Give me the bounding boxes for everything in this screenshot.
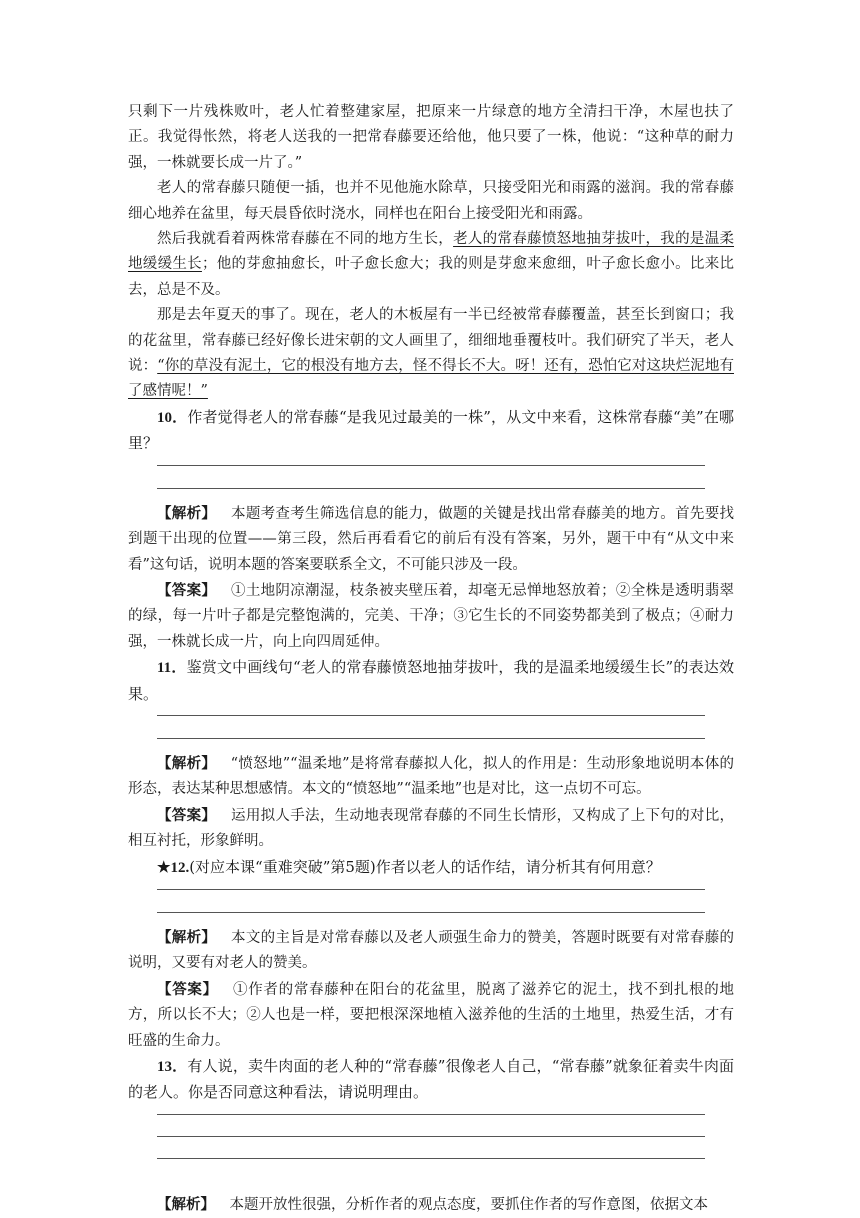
answer-lines: [128, 1106, 734, 1192]
underlined-sentence: 老人的常春藤愤怒地抽芽拔叶，我的是温柔地缓缓生长: [128, 231, 735, 273]
answer-line: [157, 912, 705, 913]
analysis: [128, 925, 734, 977]
underlined-sentence: “你的草没有泥土，它的根没有地方去，怪不得长不大。呀！还有，恐怕它对这块烂泥地有了感情呢！”: [128, 358, 734, 400]
analysis-label: 【解析】: [157, 754, 217, 772]
question-prompt: [128, 1054, 734, 1106]
document-page: [128, 100, 734, 1218]
answer-line: [157, 1136, 705, 1158]
question-text: 有人说，卖牛肉面的老人种的“常春藤”很像老人自己，“常春藤”就象征着卖牛肉面的老人。你是否同意这种看法，请说明理由。: [128, 1057, 734, 1102]
question-text: (对应本课“重难突破”第5题)作者以老人的话作结，请分析其有何用意？: [189, 857, 661, 876]
analysis-label: 【解析】: [157, 1195, 215, 1213]
passage-text: 那是去年夏天的事了。现在，老人的木板屋有一半已经被常春藤覆盖，甚至长到窗口；我的花盆里，常春藤已经好像长进宋朝的文人画里了，细细地垂覆枝叶。我们研究了半天，: [128, 307, 734, 349]
answer-label: 【答案】: [157, 806, 217, 824]
passage-paragraph: [128, 227, 734, 303]
question-number: 10．: [157, 409, 188, 426]
answer: [128, 803, 734, 855]
answer-line: [157, 715, 705, 738]
analysis-text: 本题开放性很强，分析作者的观点态度，要抓住作者的写作意图，依据文本: [229, 1196, 708, 1213]
question-text: 鉴赏文中画线句“老人的常春藤愤怒地抽芽拔叶，我的是温柔地缓缓生长”的表达效果。: [128, 658, 734, 703]
answer-line: [157, 488, 705, 489]
answer-line: [157, 465, 705, 488]
passage-text: 老人说：: [128, 332, 735, 375]
answer-line: [157, 1158, 705, 1180]
question-prompt: [128, 405, 734, 457]
answer-lines: [128, 707, 734, 751]
question-number: 12.: [170, 859, 190, 876]
answer-line: [157, 1114, 705, 1136]
answer-lines: [128, 457, 734, 501]
answer-label: 【答案】: [157, 581, 217, 599]
passage-paragraph: 只剩下一片残株败叶，老人忙着整建家屋，把原来一片绿意的地方全清扫干净，木屋也扶了正。我觉得怅然，将老人送我的一把常春藤要还给他，他只要了一株，他说：“这种草的耐力强，一株就要长成一片了。”: [128, 104, 734, 171]
answer-text: 运用拟人手法，生动地表现常春藤的不同生长情形，又构成了上下句的对比，相互衬托，形象鲜明。: [128, 807, 735, 850]
passage-paragraph: 老人的常春藤只随便一插，也并不见他施水除草，只接受阳光和雨露的滋润。我的常春藤细心地养在盆里，每天晨昏依时浇水，同样也在阳台上接受阳光和雨露。: [128, 180, 734, 222]
question-text: 作者觉得老人的常春藤“是我见过最美的一株”，从文中来看，这株常春藤“美”在哪里？: [128, 407, 734, 453]
answer-label: 【答案】: [157, 980, 218, 998]
answer: [128, 578, 734, 655]
analysis: [128, 751, 734, 803]
answer-line: [157, 738, 705, 739]
answer-line: [157, 889, 705, 912]
passage-paragraph: [128, 303, 734, 405]
analysis: [128, 501, 734, 578]
analysis-text: 本文的主旨是对常春藤以及老人顽强生命力的赞美，答题时既要有对常春藤的说明，又要有对老人的赞美。: [128, 929, 735, 972]
question-number: 11．: [157, 660, 187, 677]
passage: [128, 100, 734, 405]
answer-text: ①土地阴凉潮湿，枝条被夹壁压着，却毫无忌惮地怒放着；②全株是透明翡翠的绿，每一片叶子都是完整饱满的，完美、干净；③它生长的不同姿势都美到了极点；④耐力强，一株就长成一片，向上向四周延伸。: [128, 582, 735, 650]
passage-text: 然后我就看着两株常春藤在不同的地方生长，: [157, 231, 454, 248]
analysis: [128, 1192, 734, 1218]
analysis-text: “愤怒地”“温柔地”是将常春藤拟人化，拟人的作用是：生动形象地说明本体的形态，表达某种思想感情。本文的“愤怒地”“温柔地”也是对比，这一点切不可忘。: [128, 755, 735, 798]
analysis-text: 本题考查考生筛选信息的能力，做题的关键是找出常春藤美的地方。首先要找到题干出现的位置——第三段，然后再看看它的前后有没有答案，另外，题干中有“从文中来看”这句话，说明本题的答案要联系全文，不可能只涉及一段。: [128, 505, 735, 573]
question-prompt: [128, 855, 734, 881]
question-13: [128, 1054, 734, 1218]
analysis-label: 【解析】: [157, 504, 217, 522]
analysis-label: 【解析】: [157, 928, 217, 946]
star-icon: ★: [157, 859, 171, 876]
answer-lines: [128, 881, 734, 925]
question-number: 13．: [157, 1059, 188, 1075]
answer-text: ①作者的常春藤种在阳台的花盆里，脱离了滋养它的泥土，找不到扎根的地方，所以长不大；②人也是一样，要把根深深地植入滋养他的生活的土地里，热爱生活，才有旺盛的生命力。: [128, 981, 734, 1049]
question-10: [128, 405, 734, 655]
question-11: [128, 655, 734, 854]
answer: [128, 977, 734, 1054]
question-prompt: [128, 655, 734, 707]
passage-text: ；他的芽愈抽愈长，叶子愈长愈大；我的则是芽愈来愈细，叶子愈长愈小。比来比去，总是不及。: [128, 256, 734, 298]
question-12: [128, 855, 734, 1054]
